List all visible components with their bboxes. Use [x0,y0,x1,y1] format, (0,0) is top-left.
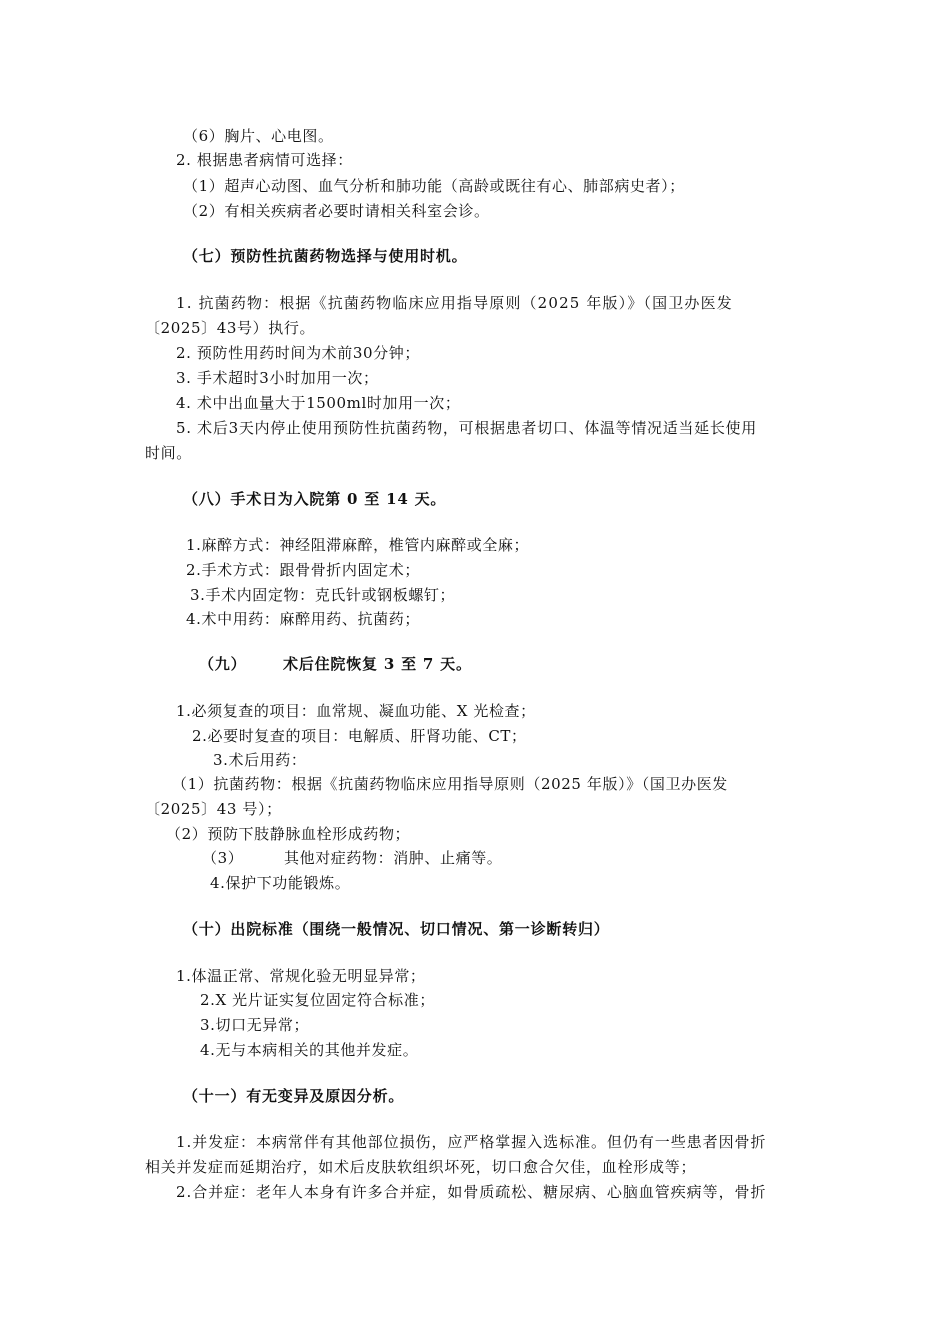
list-item: 3.手术内固定物：克氏针或钢板螺钉； [190,586,456,604]
section-heading-11: （十一）有无变异及原因分析。 [183,1087,405,1105]
list-item: 4.无与本病相关的其他并发症。 [200,1041,419,1059]
list-item: 其他对症药物：消肿、止痛等。 [284,849,503,867]
list-item: 2. 根据患者病情可选择： [176,151,353,169]
list-item: 4.保护下功能锻炼。 [210,874,351,892]
list-item: 3.术后用药： [213,751,307,769]
list-item: （2）有相关疾病者必要时请相关科室会诊。 [183,202,490,220]
paragraph: 1.并发症：本病常伴有其他部位损伤，应严格掌握入选标准。但仍有一些患者因骨折 [176,1133,767,1151]
list-item: （6）胸片、心电图。 [183,127,334,145]
paragraph: 时间。 [145,444,192,462]
list-item: 1.体温正常、常规化验无明显异常； [176,967,426,985]
list-item: 4. 术中出血量大于1500ml时加用一次； [176,394,461,412]
paragraph: 相关并发症而延期治疗，如术后皮肤软组织坏死，切口愈合欠佳，血栓形成等； [145,1158,697,1176]
section-heading-8: （八）手术日为入院第 0 至 14 天。 [183,490,447,508]
section-heading-10: （十）出院标准（围绕一般情况、切口情况、第一诊断转归） [183,920,610,938]
paragraph: 5. 术后3天内停止使用预防性抗菌药物，可根据患者切口、体温等情况适当延长使用 [176,419,757,437]
section-heading-9-text: 术后住院恢复 3 至 7 天。 [283,655,472,673]
section-heading-9-number: （九） [199,655,247,673]
list-item: 4.术中用药：麻醉用药、抗菌药； [186,610,420,628]
list-item: 2. 预防性用药时间为术前30分钟； [176,344,420,362]
paragraph: 1. 抗菌药物：根据《抗菌药物临床应用指导原则（2025 年版）》（国卫办医发 [176,294,733,312]
list-item: 1.必须复查的项目：血常规、凝血功能、X 光检查； [176,702,536,720]
list-item: 3.切口无异常； [200,1016,310,1034]
list-item: 2.手术方式：跟骨骨折内固定术； [186,561,420,579]
list-item: 3. 手术超时3小时加用一次； [176,369,379,387]
list-item: （2）预防下肢静脉血栓形成药物； [166,825,411,843]
paragraph: 〔2025〕43号）执行。 [145,319,316,337]
section-heading-7: （七）预防性抗菌药物选择与使用时机。 [183,247,468,265]
paragraph: 2.合并症：老年人本身有许多合并症，如骨质疏松、糖尿病、心脑血管疾病等，骨折 [176,1183,767,1201]
list-item: 1.麻醉方式：神经阻滞麻醉，椎管内麻醉或全麻； [186,536,530,554]
list-item: （1）抗菌药物：根据《抗菌药物临床应用指导原则（2025 年版）》（国卫办医发 [172,775,728,793]
list-item: （1）超声心动图、血气分析和肺功能（高龄或既往有心、肺部病史者）； [183,177,685,195]
list-item: 〔2025〕43 号）； [145,800,282,818]
list-item-number: （3） [202,849,244,867]
list-item: 2.X 光片证实复位固定符合标准； [200,991,435,1009]
list-item: 2.必要时复查的项目：电解质、肝肾功能、CT； [192,727,527,745]
